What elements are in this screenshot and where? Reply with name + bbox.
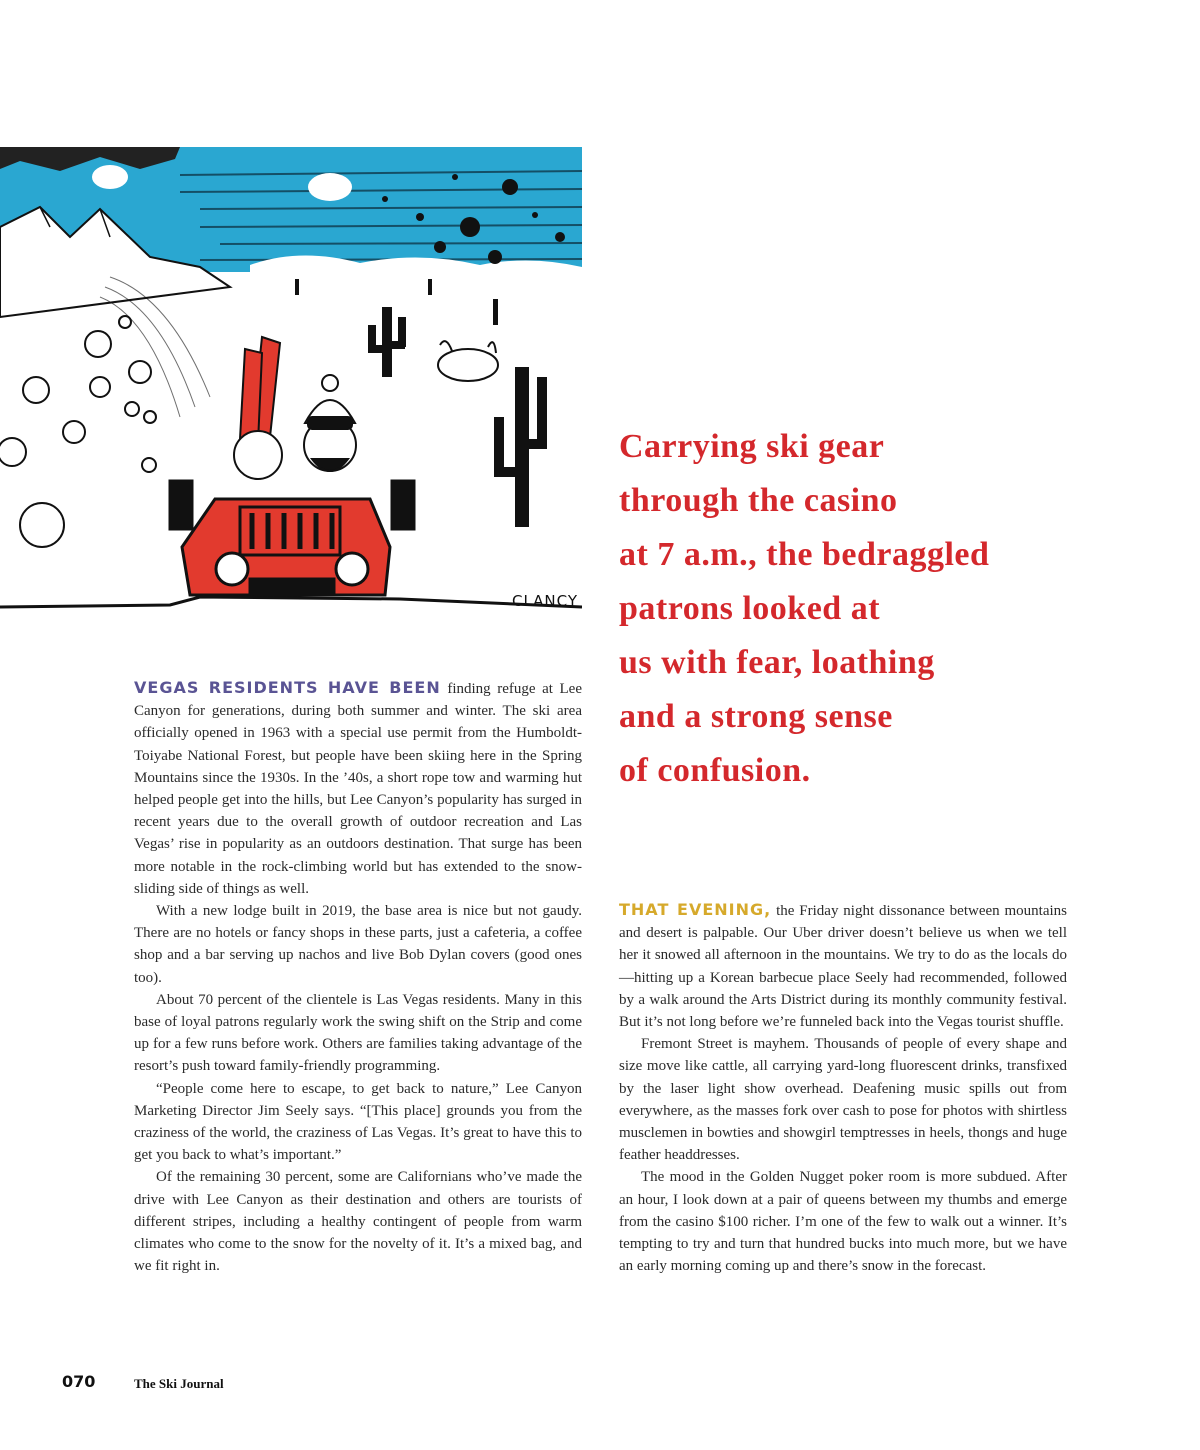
- body-paragraph: [134, 677, 582, 900]
- section-lead-in: THAT EVENING,: [619, 900, 772, 919]
- body-paragraph: About 70 percent of the clientele is Las Vegas residents. Many in this base of loyal patrons regularly work the swing shift on the Strip and come up for a few runs before work. Others are families taking advantage of the resort’s push toward family-friendly programming.: [134, 991, 582, 1075]
- pull-quote-line: and a strong sense: [619, 698, 893, 735]
- pull-quote-line: us with fear, loathing: [619, 644, 935, 681]
- pull-quote-line: patrons looked at: [619, 590, 881, 627]
- body-paragraph: [619, 899, 1067, 1033]
- pull-quote-line: through the casino: [619, 482, 898, 519]
- pull-quote-line: of confusion.: [619, 752, 811, 789]
- body-paragraph: The mood in the Golden Nugget poker room is more subdued. After an hour, I look down at a pair of queens between my thumbs and emerge from the casino $100 richer. I’m one of the few to walk out a winner. It’s tempting to try and turn that hundred bucks into much more, but we have an early morning coming up and there’s snow in the forecast.: [619, 1169, 1067, 1275]
- paragraph-text: the Friday night dissonance between mountains and desert is palpable. Our Uber driver doesn’t believe us when we tell her it snowed all afternoon in the mountains. We try to do as the locals do—hitting up a Korean barbecue place Seely had recommended, followed by a walk around the Arts District during its monthly community festival. But it’s not long before we’re funneled back into the Vegas tourist shuffle.: [619, 903, 1067, 1031]
- body-paragraph: With a new lodge built in 2019, the base area is nice but not gaudy. There are no hotels or fancy shops in these parts, just a cafeteria, a coffee shop and a bar serving up nachos and live Bob Dylan covers (good ones too).: [134, 903, 582, 986]
- pull-quote: [619, 420, 1179, 798]
- body-paragraph: “People come here to escape, to get back to nature,” Lee Canyon Marketing Director Jim Seely says. “[This place] grounds you from the craziness of the world, the craziness of Las Vegas. It’s great to have this to get you back to what’s important.”: [134, 1080, 582, 1164]
- page-number: 070: [62, 1372, 96, 1391]
- pull-quote-line: Carrying ski gear: [619, 428, 885, 465]
- pull-quote-line: at 7 a.m., the bedraggled: [619, 536, 990, 573]
- article-column-left: [134, 677, 582, 1277]
- section-lead-in: VEGAS RESIDENTS HAVE BEEN: [134, 678, 441, 697]
- body-paragraph: Fremont Street is mayhem. Thousands of people of every shape and size move like cattle, all carrying yard-long fluorescent drinks, transfixed by the laser light show overhead. Deafening music spills out from everywhere, as the masses fork over cash to pose for photos with shirtless musclemen in bowties and showgirl temptresses in heels, thongs and huge feather headdresses.: [619, 1036, 1067, 1164]
- illustration: [0, 147, 582, 612]
- article-column-right: [619, 899, 1067, 1277]
- body-paragraph: Of the remaining 30 percent, some are Californians who’ve made the drive with Lee Canyon as their destination and others are tourists of different stripes, including a healthy contingent of people from warm climates who come to the snow for the novelty of it. It’s a mixed bag, and we fit right in.: [134, 1169, 582, 1275]
- ski-jeep-illustration: [0, 147, 582, 612]
- illustration-signature: CLANCY: [511, 592, 578, 610]
- magazine-name: The Ski Journal: [134, 1376, 224, 1391]
- paragraph-text: finding refuge at Lee Canyon for generations, during both summer and winter. The ski area officially opened in 1963 with a special use permit from the Humboldt-Toiyabe National Forest, but people have been skiing here in the Spring Mountains since the 1930s. In the ’40s, a short rope tow and warming hut helped people get into the hills, but Lee Canyon’s popularity has surged in recent years due to the overall growth of outdoor recreation and Las Vegas’ rise in popularity as an outdoors destination. That surge has been more notable in the rock-climbing world but has extended to the snow-sliding side of things as well.: [134, 681, 582, 897]
